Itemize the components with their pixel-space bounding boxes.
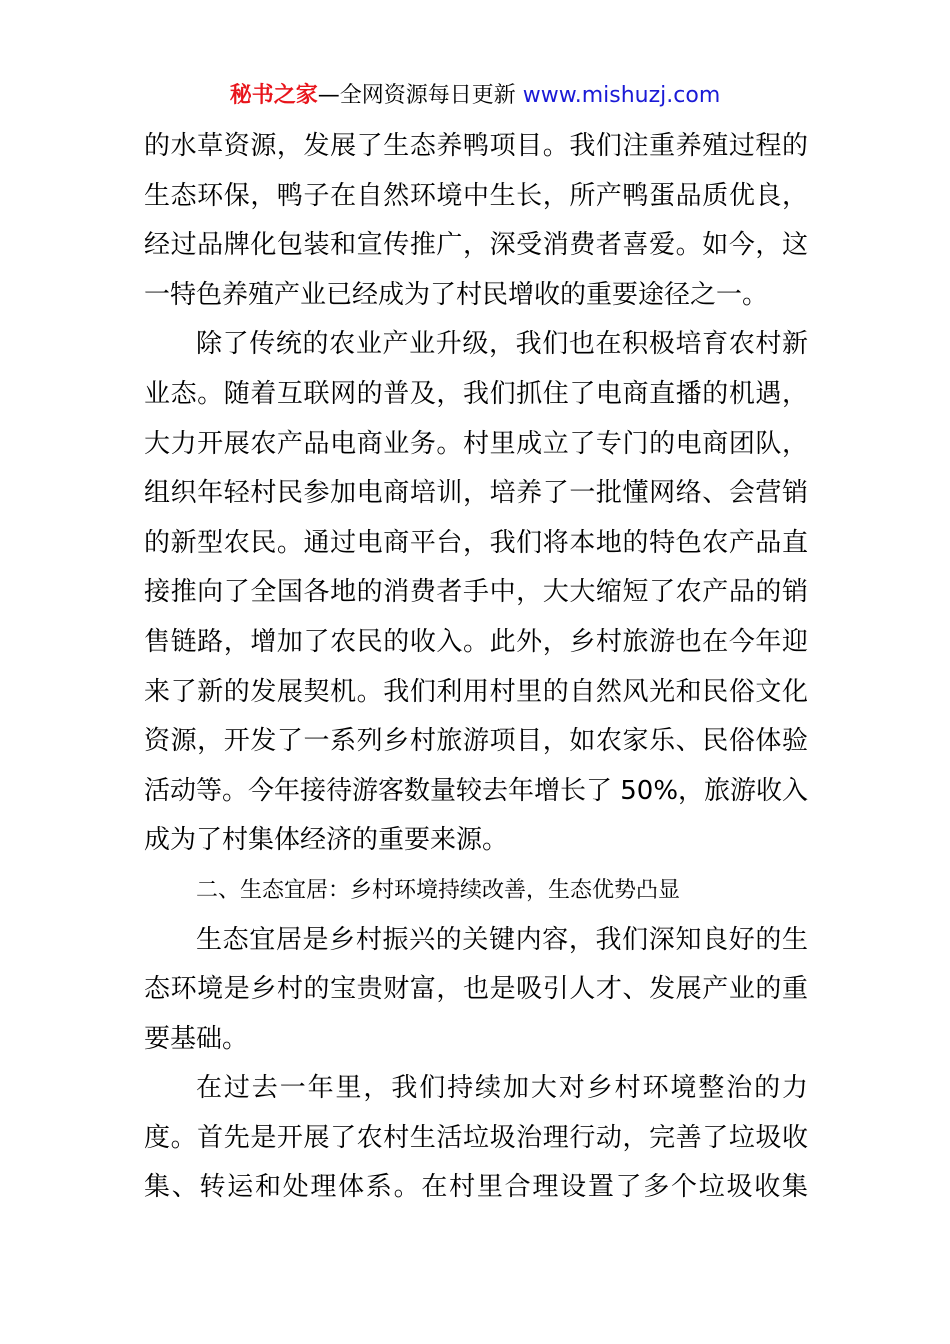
text-line: 的新型农民。通过电商平台，我们将本地的特色农产品直 [144, 527, 808, 558]
text-line: 大力开展农产品电商业务。村里成立了专门的电商团队， [144, 428, 808, 459]
header-tagline: —全网资源每日更新 [317, 83, 523, 108]
paragraph-first-line: 生态宜居是乡村振兴的关键内容，我们深知良好的生 [196, 924, 808, 955]
document-body [144, 122, 808, 1213]
paragraph-first-line: 除了传统的农业产业升级，我们也在积极培育农村新 [196, 329, 808, 360]
text-line: 资源，开发了一系列乡村旅游项目，如农家乐、民俗体验 [144, 726, 808, 757]
text-line: 业态。随着互联网的普及，我们抓住了电商直播的机遇， [144, 378, 808, 409]
text-line: 经过品牌化包装和宣传推广，深受消费者喜爱。如今，这 [144, 230, 808, 261]
text-line: 态环境是乡村的宝贵财富，也是吸引人才、发展产业的重 [144, 974, 808, 1005]
brand-name: 秘书之家 [229, 83, 318, 108]
text-line: 组织年轻村民参加电商培训，培养了一批懂网络、会营销 [144, 478, 808, 509]
text-line: 接推向了全国各地的消费者手中，大大缩短了农产品的销 [144, 577, 808, 608]
text-line: 来了新的发展契机。我们利用村里的自然风光和民俗文化 [144, 676, 808, 707]
paragraph-first-line: 在过去一年里，我们持续加大对乡村环境整治的力 [196, 1073, 808, 1104]
text-line: 的水草资源，发展了生态养鸭项目。我们注重养殖过程的 [144, 131, 808, 161]
text-line: 售链路，增加了农民的收入。此外，乡村旅游也在今年迎 [144, 626, 808, 657]
text-line: 集、转运和处理体系。在村里合理设置了多个垃圾收集 [144, 1172, 808, 1203]
page-header [0, 80, 950, 112]
paragraph-last-line: 一特色养殖产业已经成为了村民增收的重要途径之一。 [144, 279, 769, 310]
text-line: 度。首先是开展了农村生活垃圾治理行动，完善了垃圾收 [144, 1122, 808, 1153]
text-line: 活动等。今年接待游客数量较去年增长了 50%，旅游收入 [144, 775, 809, 806]
paragraph-last-line: 成为了村集体经济的重要来源。 [144, 825, 509, 856]
text-line: 生态环保，鸭子在自然环境中生长，所产鸭蛋品质优良， [144, 180, 808, 211]
section-heading: 二、生态宜居：乡村环境持续改善，生态优势凸显 [196, 877, 681, 903]
paragraph-last-line: 要基础。 [144, 1023, 249, 1054]
site-url-link[interactable]: www.mishuzj.com [522, 83, 721, 108]
